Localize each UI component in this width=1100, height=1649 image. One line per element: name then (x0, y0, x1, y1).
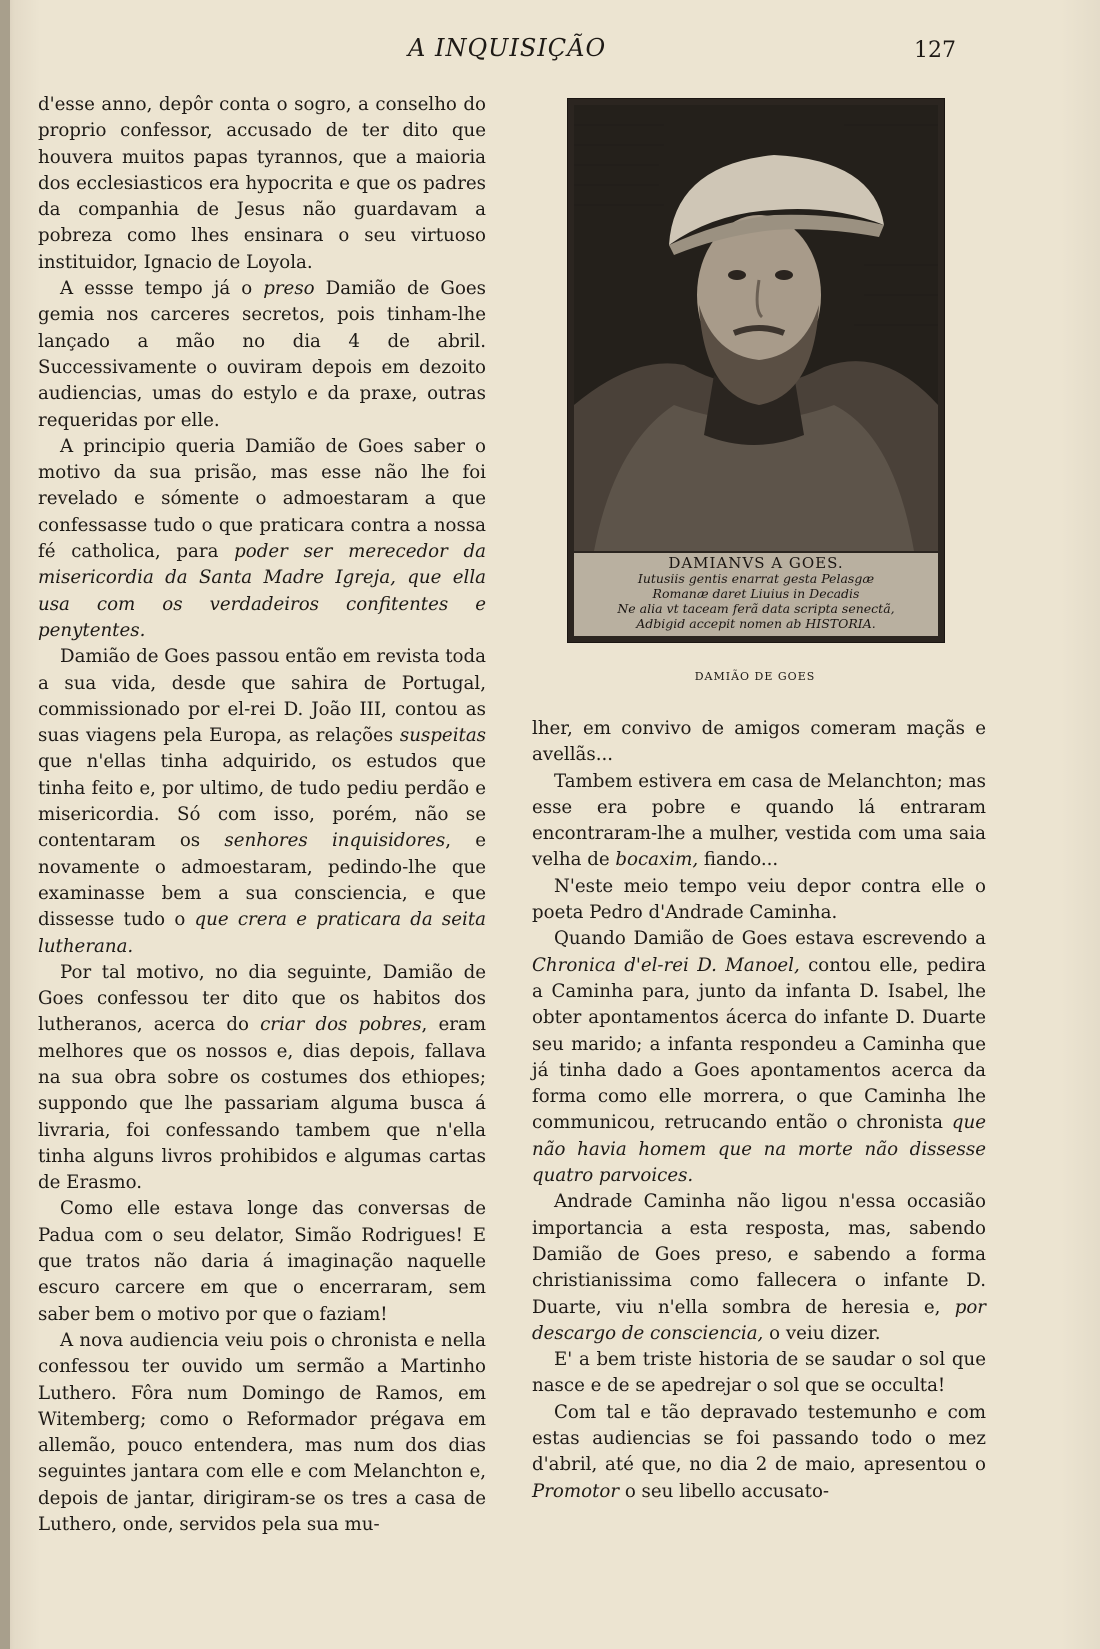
paragraph: Por tal motivo, no dia seguinte, Damião de Goes confessou ter dito que os habitos dos lutheranos, acerca do criar dos pobres, eram melhores que os nossos e, dias depois, fallava na sua obra sobre os costumes dos ethiopes; suppondo que lhe passariam alguma busca á livraria, foi confessando tambem que n'ella tinha alguns livros prohibidos e algumas cartas de Erasmo. (38, 961, 486, 1194)
paragraph: Damião de Goes passou então em revista toda a sua vida, desde que sahira de Portugal, commissionado por el-rei D. João III, contou as suas viagens pela Europa, as relações suspeitas que n'ellas tinha adquirido, os estudos que tinha feito e, por ultimo, de tudo pediu perdão e misericordia. Só com isso, porém, não se contentaram os senhores inquisidores, e novamente o admoestaram, pedindo-lhe que examinasse bem a sua consciencia, e que dissesse tudo o que crera e praticara da seita lutherana. (38, 646, 487, 957)
page-binding-edge (0, 0, 10, 1649)
left-text-column (38, 92, 486, 1538)
figure-caption: DAMIÃO DE GOES (694, 670, 816, 683)
paragraph: Com tal e tão depravado testemunho e com estas audiencias se foi passando todo o mez d'abril, até que, no dia 2 de maio, apresentou o Promotor o seu libello accusato- (532, 1401, 986, 1502)
inscription-line: Adbigid accepit nomen ab HISTORIA. (636, 616, 876, 631)
paragraph: Como elle estava longe das conversas de Padua com o seu delator, Simão Rodrigues! E que tratos não daria á imaginação naquelle escuro carcere em que o encerraram, sem saber bem o motivo por que o faziam! (38, 1198, 486, 1325)
inscription-title: DAMIANVS A GOES. (668, 554, 844, 572)
portrait-figure (567, 98, 945, 643)
portrait-inscription (574, 553, 938, 636)
paragraph: E' a bem triste historia de se saudar o sol que nasce e de se apedrejar o sol que se occulta! (532, 1349, 986, 1397)
inscription-line: Romanæ daret Liuius in Decadis (652, 586, 860, 601)
paragraph: A essse tempo já o preso Damião de Goes gemia nos carceres secretos, pois tinham-lhe lançado a mão no dia 4 de abril. Successivamente o ouviram depois em dezoito audiencias, umas do estylo e da praxe, outras requeridas por elle. (38, 278, 486, 431)
inscription-line: Ne alia vt taceam ferã data scripta senectã, (617, 601, 895, 616)
right-text-column (532, 716, 986, 1505)
running-title: A INQUISIÇÃO (408, 34, 607, 62)
paragraph: d'esse anno, depôr conta o sogro, a conselho do proprio confessor, accusado de ter dito que houvera muitos papas tyrannos, que a maioria dos ecclesiasticos era hypocrita e que os padres da companhia de Jesus não guardavam a pobreza como lhes ensinara o seu virtuoso instituidor, Ignacio de Loyola. (38, 94, 486, 273)
paragraph: lher, em convivo de amigos comeram maçãs e avellãs... (532, 718, 986, 766)
page-header (0, 30, 1100, 70)
inscription-line: Iutusiis gentis enarrat gesta Pelasgæ (637, 571, 875, 586)
paragraph: N'este meio tempo veiu depor contra elle o poeta Pedro d'Andrade Caminha. (532, 875, 986, 924)
paragraph: Andrade Caminha não ligou n'essa occasião importancia a esta resposta, mas, sabendo Damião de Goes preso, e sabendo a forma christianissima como fallecera o infante D. Duarte, viu n'ella sombra de heresia e, por descargo de consciencia, o veiu dizer. (532, 1191, 986, 1344)
paragraph: A principio queria Damião de Goes saber o motivo da sua prisão, mas esse não lhe foi revelado e sómente o admoestaram a que confessasse tudo o que praticara contra a nossa fé catholica, para poder ser merecedor da misericordia da Santa Madre Igreja, que ella usa com os verdadeiros confitentes e penytentes. (38, 435, 487, 641)
portrait-engraving (574, 105, 938, 551)
page-number: 127 (914, 38, 956, 63)
paragraph: Tambem estivera em casa de Melanchton; mas esse era pobre e quando lá entraram encontraram-lhe a mulher, vestida com uma saia velha de bocaxim, fiando... (532, 770, 986, 871)
paragraph: A nova audiencia veiu pois o chronista e nella confessou ter ouvido um sermão a Martinho Luthero. Fôra num Domingo de Ramos, em Witemberg; como o Reformador prégava em allemão, pouco entendera, mas num dos dias seguintes jantara com elle e com Melanchton e, depois de jantar, dirigiram-se os tres a casa de Luthero, onde, servidos pela sua mu- (38, 1329, 486, 1536)
paragraph: Quando Damião de Goes estava escrevendo a Chronica d'el-rei D. Manoel, contou elle, pedira a Caminha para, junto da infanta D. Isabel, lhe obter apontamentos ácerca do infante D. Duarte seu marido; a infanta respondeu a Caminha que já tinha dado a Goes apontamentos acerca da forma como elle morrera, o que Caminha lhe communicou, retrucando então o chronista que não havia homem que na morte não dissesse quatro parvoices. (532, 928, 987, 1187)
